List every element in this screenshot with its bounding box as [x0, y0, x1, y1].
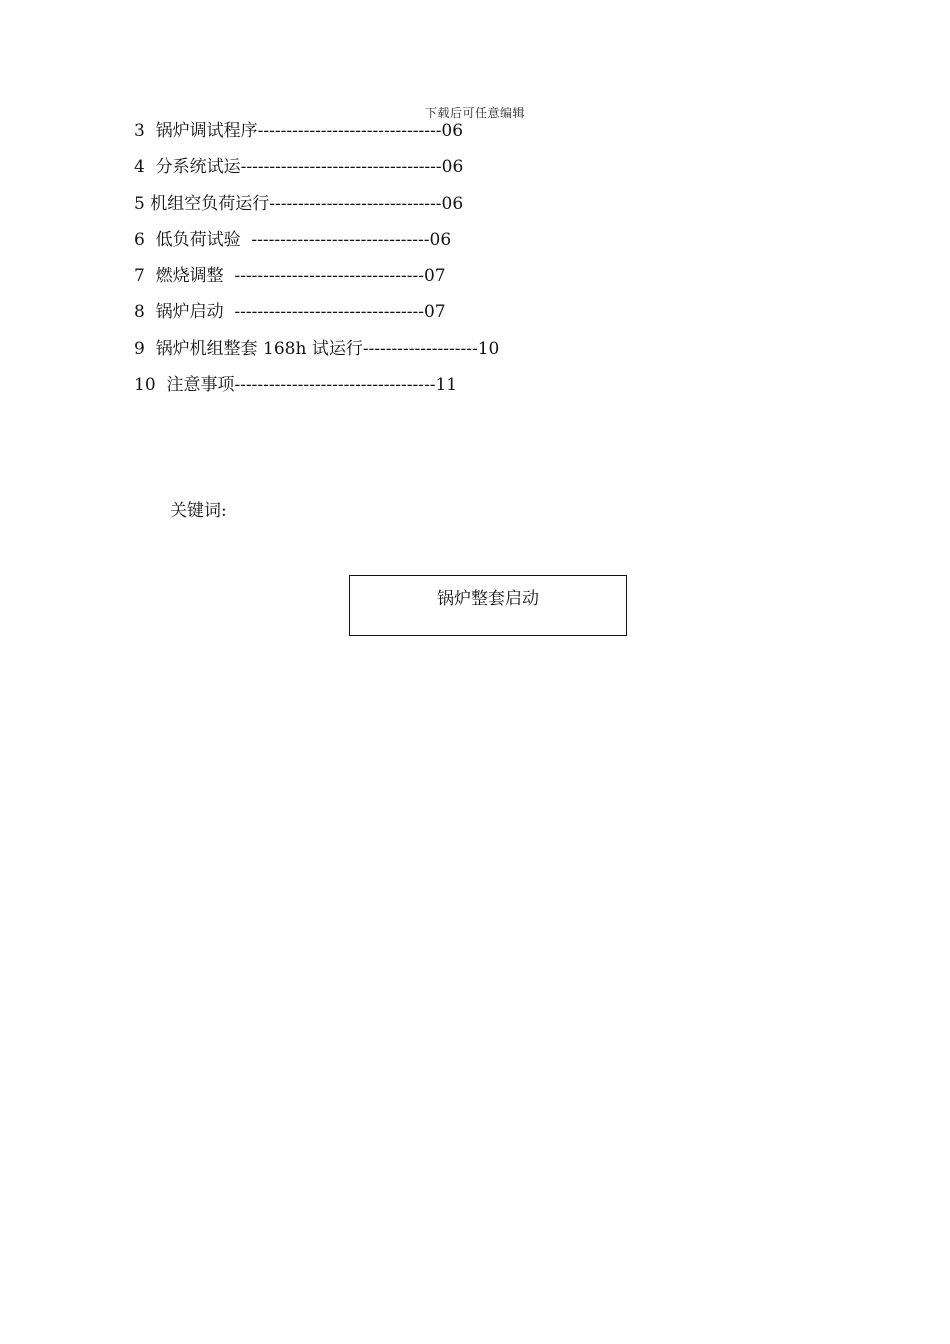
- keyword-text: 锅炉整套启动: [437, 589, 539, 609]
- toc-entry: 5 机组空负荷运行------------------------------06: [134, 193, 464, 214]
- table-of-contents: [134, 119, 604, 409]
- keywords-label: 关键词:: [170, 501, 227, 521]
- toc-entry: 7 燃烧调整 ---------------------------------07: [134, 266, 446, 287]
- toc-entry: 4 分系统试运-----------------------------------06: [134, 157, 464, 178]
- header-note: 下载后可任意编辑: [424, 106, 525, 120]
- toc-entry: 3 锅炉调试程序--------------------------------06: [134, 121, 464, 141]
- toc-entry: 8 锅炉启动 ---------------------------------07: [134, 302, 446, 323]
- toc-entry: 10 注意事项-----------------------------------11: [134, 375, 458, 396]
- toc-entry: 9 锅炉机组整套 168h 试运行--------------------10: [134, 338, 500, 359]
- toc-entry: 6 低负荷试验 -------------------------------06: [134, 229, 452, 250]
- keyword-box: [349, 575, 627, 636]
